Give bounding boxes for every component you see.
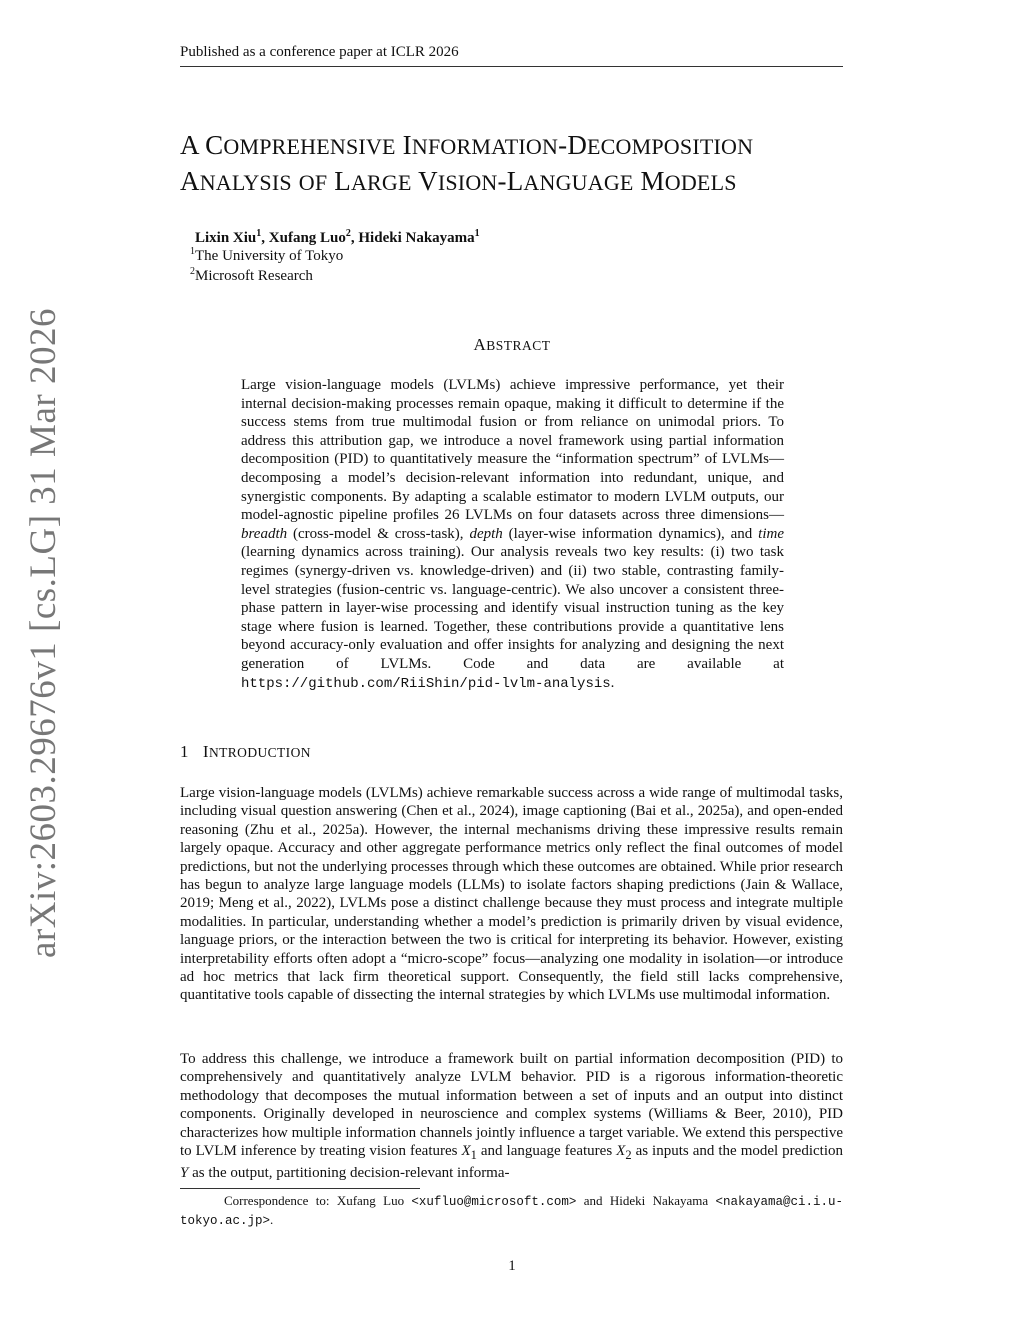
abstract-heading: ABSTRACT [473, 335, 551, 354]
intro-paragraph-1: Large vision-language models (LVLMs) achieve remarkable success across a wide range of multimodal tasks, including visual question answering (Chen et al., 2024), image captioning (Bai et al., 2025a), and open-ended reasoning (Zhu et al., 2025a). However, the internal mechanisms driving these impressive results remain largely opaque. Accuracy and other aggregate performance metrics only reflect the final outcomes of model predictions, but not the underlying processes through which these outcomes are obtained. While prior research has begun to analyze large language models (LLMs) to isolate factors shaping predictions (Jain & Wallace, 2019; Meng et al., 2022), LVLMs pose a distinct challenge because they must process and integrate multiple modalities. In particular, understanding whether a model’s prediction is primarily driven by visual evidence, language priors, or the interaction between the two is critical for interpreting its behavior. However, existing interpretability efforts often adopt a “micro-scope” focus—analyzing one modality in isolation—or introduce ad hoc metrics that lack firm theoretical support. Consequently, the field still lacks comprehensive, quantitative tools capable of dissecting the internal strategies by which LVLMs use multimodal information. [180, 785, 843, 1004]
running-header: Published as a conference paper at ICLR 2026 [180, 44, 459, 60]
page-number: 1 [508, 1258, 516, 1274]
arxiv-identifier: arXiv:2603.29676v1 [cs.LG] 31 Mar 2026 [23, 308, 64, 958]
section-heading-introduction: 1 INTRODUCTION [180, 742, 311, 761]
code-link[interactable]: https://github.com/RiiShin/pid-lvlm-analysis [241, 675, 611, 692]
title-line-2: ANALYSIS OF LARGE VISION-LANGUAGE MODELS [180, 166, 737, 196]
header-rule [180, 66, 843, 67]
footnote-rule [180, 1188, 420, 1189]
title-line-1: A COMPREHENSIVE INFORMATION-DECOMPOSITION [180, 130, 754, 160]
affiliation-1: $^1$The University of Tokyo [190, 246, 344, 264]
email-link-2[interactable]: <nakayama@ci.i.u-tokyo.ac.jp> [180, 1195, 844, 1228]
author-list: Lixin Xiu$^1$, Xufang Luo$^2$, Hideki Nakayama$^1$ [195, 228, 480, 246]
email-link-1[interactable]: <xufluo@microsoft.com> [411, 1195, 577, 1209]
affiliation-2: $^2$Microsoft Research [190, 266, 313, 284]
abstract-text: Large vision-language models (LVLMs) achieve impressive performance, yet their internal decision-making processes remain opaque, making it difficult to determine if the success stems from true multimodal fusion or from reliance on unimodal priors. To address this attribution gap, we introduce a novel framework using partial information decomposition (PID) to quantitatively measure the “information spectrum” of LVLMs—decomposing a model’s decision-relevant information into redundant, unique, and synergistic components. By adapting a scalable estimator to modern LVLM outputs, our model-agnostic pipeline profiles 26 LVLMs on four datasets across three dimensions—breadth (cross-model & cross-task), depth (layer-wise information dynamics), and time (learning dynamics across training). Our analysis reveals two key results: (i) two task regimes (synergy-driven vs. knowledge-driven) and (ii) two stable, contrasting family-level strategies (fusion-centric vs. language-centric). We also uncover a consistent three-phase pattern in layer-wise processing and identify visual instruction tuning as the key stage where fusion is learned. Together, these contributions provide a quantitative lens beyond accuracy-only evaluation and offer insights for analyzing and designing the next generation of LVLMs. Code and data are available at https://github.com/RiiShin/pid-lvlm-analysis. [241, 377, 784, 692]
paper-title [180, 128, 860, 200]
footnote-correspondence: Correspondence to: Xufang Luo <xufluo@microsoft.com> and Hideki Nakayama <nakayama@ci.i.u-tokyo.ac.jp>. [180, 1193, 844, 1228]
intro-paragraph-2: To address this challenge, we introduce a framework built on partial information decomposition (PID) to comprehensively and quantitatively analyze LVLM behavior. PID is a rigorous information-theoretic methodology that decomposes the mutual information between a set of inputs and an output into distinct components. Originally developed in neuroscience and complex systems (Williams & Beer, 2010), PID characterizes how multiple information channels jointly influence a target variable. We extend this perspective to LVLM inference by treating vision features $X_1$ and language features $X_2$ as inputs and the model prediction Y as the output, partitioning decision-relevant informa- [180, 1051, 843, 1182]
